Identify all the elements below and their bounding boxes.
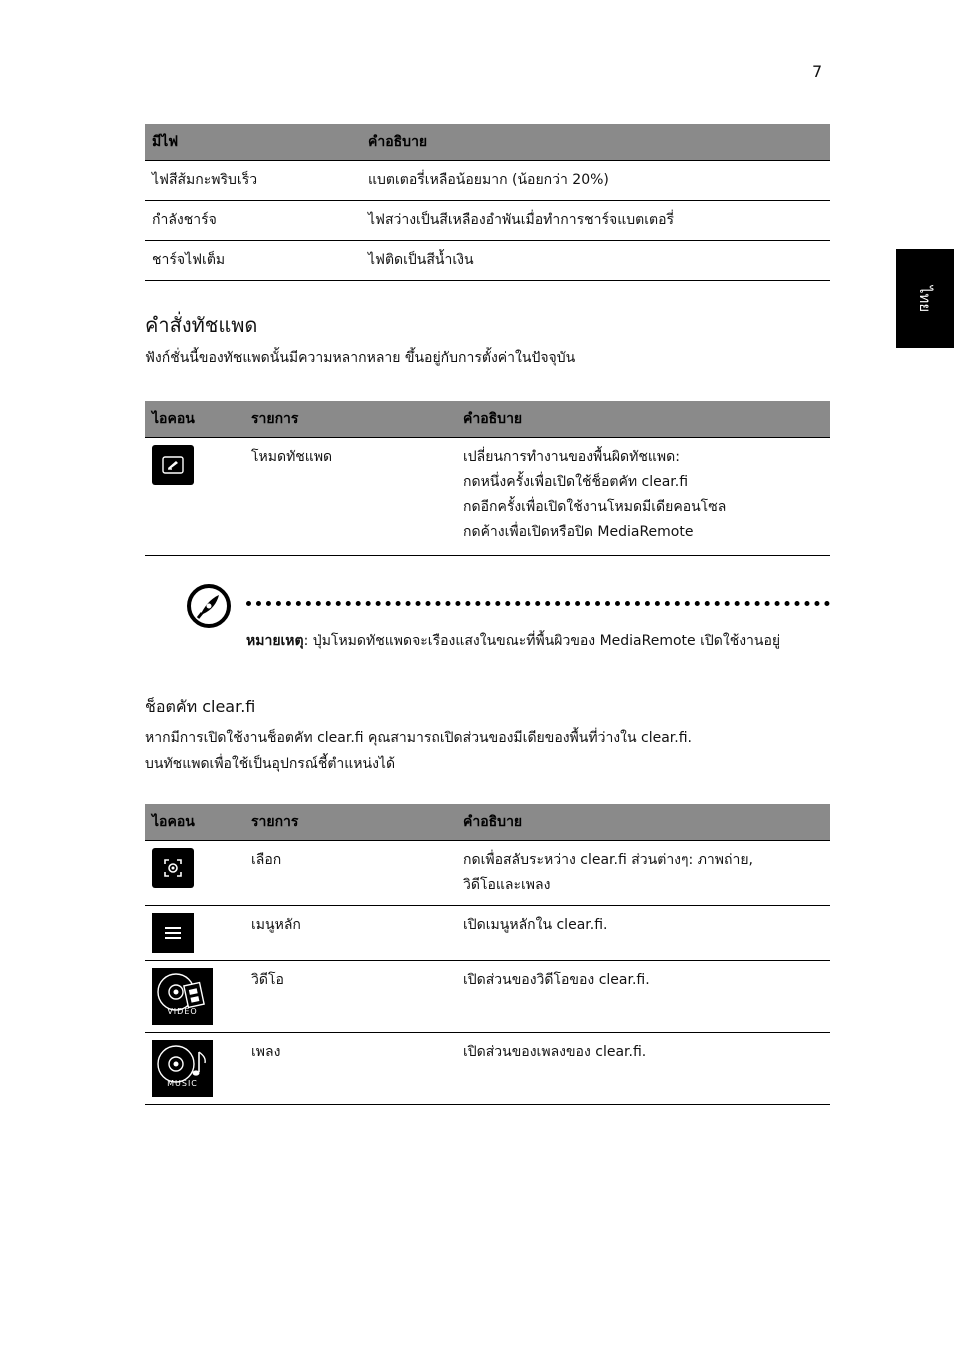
light-cell: ชาร์จไฟเต็ม [145, 241, 361, 281]
column-header-light: มีไฟ [145, 124, 361, 161]
description-cell [456, 841, 830, 906]
description-line: กดหนึ่งครั้งเพื่อเปิดใช้ช็อตคัท clear.fi [463, 474, 689, 490]
icon-cell [145, 841, 244, 906]
column-header-item: รายการ [244, 804, 456, 841]
touchpad-section-title: คำสั่งทัชแพด [145, 313, 258, 337]
description-cell [456, 906, 830, 961]
video-icon [152, 968, 213, 1025]
table-header-row [145, 804, 830, 841]
note-text [246, 630, 780, 652]
description-cell: ไฟติดเป็นสีน้ำเงิน [361, 241, 830, 281]
music-icon [152, 1040, 213, 1097]
touchpad-mode-icon [152, 445, 194, 485]
language-tab-label: ไทย [916, 285, 934, 312]
description-line: วิดีโอและเพลง [463, 877, 551, 893]
column-header-item: รายการ [244, 401, 456, 438]
note-pen-icon [186, 583, 232, 629]
menu-icon [152, 913, 194, 953]
icon-cell [145, 961, 244, 1033]
clearfi-section-body [145, 725, 692, 777]
description-cell: ไฟสว่างเป็นสีเหลืองอำพันเมื่อทำการชาร์จแบตเตอรี่ [361, 201, 830, 241]
description-cell [456, 1033, 830, 1105]
description-line: กดเพื่อสลับระหว่าง clear.fi ส่วนต่างๆ: ภาพถ่าย, [463, 852, 754, 868]
table-row [145, 1033, 830, 1105]
language-tab [896, 249, 954, 348]
touchpad-table [145, 401, 830, 556]
body-line: บนทัชแพดเพื่อใช้เป็นอุปกรณ์ชี้ตำแหน่งได้ [145, 756, 396, 772]
item-cell: โหมดทัชแพด [244, 438, 456, 556]
item-cell: วิดีโอ [244, 961, 456, 1033]
description-line: เปิดเมนูหลักใน clear.fi. [463, 917, 608, 933]
note-divider [246, 601, 830, 606]
table-row [145, 201, 830, 241]
table-row [145, 161, 830, 201]
light-cell: กำลังชาร์จ [145, 201, 361, 241]
item-cell: เลือก [244, 841, 456, 906]
light-status-table [145, 124, 830, 281]
table-row [145, 906, 830, 961]
item-cell: เมนูหลัก [244, 906, 456, 961]
music-icon-label: MUSIC [167, 1079, 198, 1088]
column-header-description: คำอธิบาย [456, 401, 830, 438]
icon-cell [145, 906, 244, 961]
table-row [145, 241, 830, 281]
column-header-icon: ไอคอน [145, 401, 244, 438]
table-row [145, 841, 830, 906]
video-icon-label: VIDEO [167, 1007, 198, 1016]
description-cell: แบตเตอรี่เหลือน้อยมาก (น้อยกว่า 20%) [361, 161, 830, 201]
body-line: หากมีการเปิดใช้งานช็อตคัท clear.fi คุณสามารถเปิดส่วนของมีเดียของพื้นที่ว่างใน clear.fi. [145, 730, 692, 746]
note-body: : ปุ่มโหมดทัชแพดจะเรืองแสงในขณะที่พื้นผิวของ MediaRemote เปิดใช้งานอยู่ [303, 633, 781, 649]
table-header-row [145, 124, 830, 161]
icon-cell [145, 438, 244, 556]
description-line: เปิดส่วนของวิดีโอของ clear.fi. [463, 972, 650, 988]
light-cell: ไฟสีส้มกะพริบเร็ว [145, 161, 361, 201]
table-row [145, 961, 830, 1033]
column-header-icon: ไอคอน [145, 804, 244, 841]
clearfi-table [145, 804, 830, 1105]
table-row [145, 438, 830, 556]
description-cell [456, 961, 830, 1033]
description-line: กดอีกครั้งเพื่อเปิดใช้งานโหมดมีเดียคอนโซล [463, 499, 727, 515]
item-cell: เพลง [244, 1033, 456, 1105]
description-line: กดค้างเพื่อเปิดหรือปิด MediaRemote [463, 524, 694, 540]
description-line: เปลี่ยนการทำงานของพื้นผิดทัชแพด: [463, 449, 680, 465]
touchpad-section-intro: ฟังก์ชั่นนี้ของทัชแพดนั้นมีความหลากหลาย ขึ้นอยู่กับการตั้งค่าในปัจจุบัน [145, 350, 576, 366]
column-header-description: คำอธิบาย [456, 804, 830, 841]
description-cell [456, 438, 830, 556]
page-number: 7 [812, 62, 823, 81]
clearfi-section-title: ช็อตคัท clear.fi [145, 697, 256, 716]
column-header-description: คำอธิบาย [361, 124, 830, 161]
table-header-row [145, 401, 830, 438]
select-icon [152, 848, 194, 888]
description-line: เปิดส่วนของเพลงของ clear.fi. [463, 1044, 647, 1060]
note-label: หมายเหตุ [246, 633, 304, 649]
icon-cell [145, 1033, 244, 1105]
